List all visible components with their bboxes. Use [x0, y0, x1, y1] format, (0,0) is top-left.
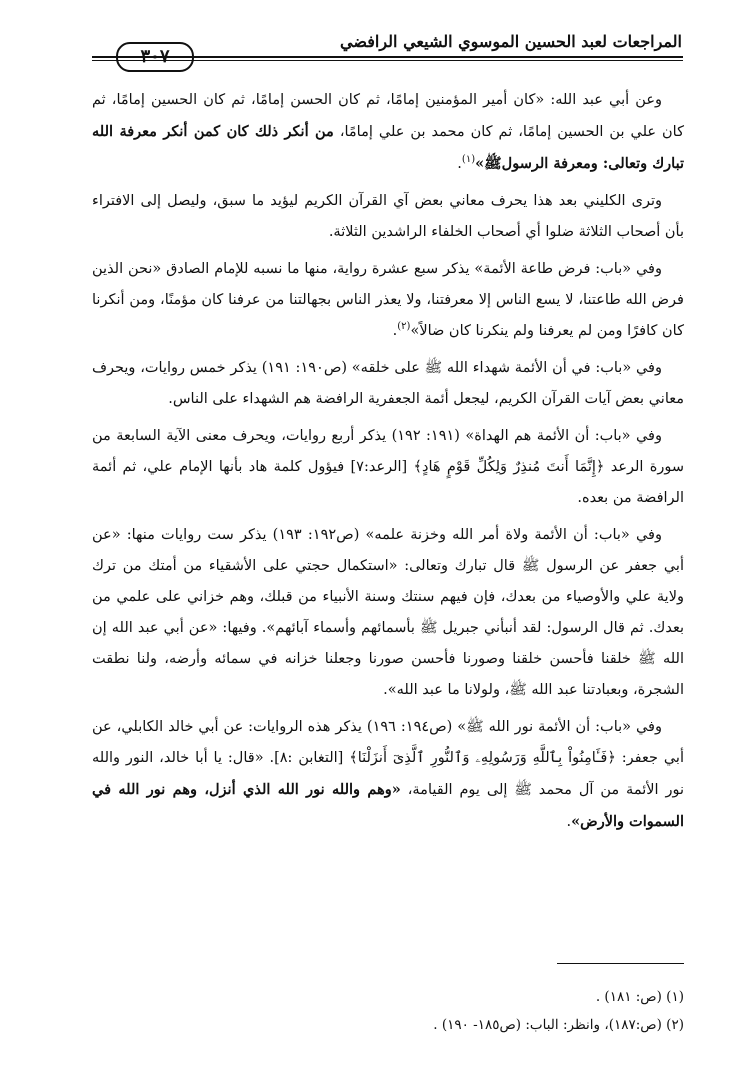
header-rule-thick — [92, 56, 683, 58]
paragraph-1: وعن أبي عبد الله: «كان أمير المؤمنين إمامًا، ثم كان الحسن إمامًا، ثم كان الحسين إمامًا، ثم كان علي بن الحسين إمامًا، ثم كان محمد بن علي إمامًا، من أنكر ذلك كان كمن أنكر معرفة الله تبارك وتعالى: ومعرفة الرسولﷺ»$^{(١)}$. — [92, 92, 684, 172]
paragraph-3: وفي «باب: فرض طاعة الأئمة» يذكر سبع عشرة رواية، منها ما نسبه للإمام الصادق «نحن الذين فرض الله طاعتنا، لا يسع الناس إلا معرفتنا، ولا يعذر الناس بجهالتنا من عرفنا كان مؤمنًا، ومن أنكرنا كان كافرًا ومن لم يعرفنا ولم ينكرنا كان ضالاً»$^{(٢)}$. — [92, 261, 684, 339]
footnote-ref: (١) — [461, 154, 476, 166]
emphasis: «وهم والله نور الله الذي أنزل، وهم نور الله في السموات والأرض» — [92, 781, 684, 830]
page-number-badge: ٣٠٧ — [116, 42, 194, 72]
body-text — [92, 85, 684, 844]
paragraph-7: وفي «باب: أن الأئمة نور الله ﷺ» (ص١٩٤: ١٩٦) يذكر هذه الروايات: عن أبي خالد الكابلي، عن أبي جعفر: ﴿فَـَٔامِنُواْ بِٱللَّهِ وَرَسُولِهِۦ وَٱلنُّورِ ٱلَّذِىٓ أَنزَلْنَا﴾ [التغابن :٨]. «قال: يا أبا خالد، النور والله نور الأئمة من آل محمد ﷺ إلى يوم القيامة، «وهم والله نور الله الذي أنزل، وهم نور الله في السموات والأرض». — [92, 719, 685, 830]
footnotes — [92, 983, 684, 1039]
footnote-ref: (٢) — [397, 321, 411, 333]
paragraph-4: وفي «باب: في أن الأئمة شهداء الله ﷺ على خلقه» (ص١٩٠: ١٩١) يذكر خمس روايات، ويحرف معاني بعض آيات القرآن الكريم، ليجعل أئمة الجعفرية الرافضة هم الشهداء على الناس. — [92, 360, 684, 407]
paragraph-6: وفي «باب: أن الأئمة ولاة أمر الله وخزنة علمه» (ص١٩٢: ١٩٣) يذكر ست روايات منها: «عن أبي جعفر عن الرسول ﷺ قال تبارك وتعالى: «استكمال حجتي على الأشقياء من أمتك من ترك ولاية علي والأوصياء من بعدك، فإن فيهم سنتك وسنة الأنبياء من قبلك، وهم خزاني على علمي من بعدك. ثم قال الرسول: لقد أنبأني جبريل ﷺ بأسمائهم وأسماء آبائهم». وفيها: «عن أبي عبد الله إن الله ﷺ خلقنا فأحسن خلقنا وصورنا فأحسن صورنا وجعلنا خزانه في سمائه وأرضه، ولنا نطقت الشجرة، وبعبادتنا عبد الله ﷺ، ولولانا ما عبد الله». — [92, 527, 684, 698]
paragraph-5: وفي «باب: أن الأئمة هم الهداة» (١٩١: ١٩٢) يذكر أربع روايات، ويحرف معنى الآية السابعة من سورة الرعد ﴿إِنَّمَا أَنتَ مُنذِرٌ وَلِكُلِّ قَوْمٍ هَادٍ﴾ [الرعد:٧] فيؤول كلمة هاد بأنها الإمام علي، ثم أئمة الرافضة من بعده. — [92, 428, 684, 506]
header-rule-thin — [92, 60, 683, 61]
running-title: المراجعات لعبد الحسين الموسوي الشيعي الرافضي — [340, 32, 682, 51]
emphasis: من أنكر ذلك كان كمن أنكر معرفة الله تبارك وتعالى: ومعرفة الرسولﷺ» — [92, 123, 684, 172]
paragraph-2: وترى الكليني بعد هذا يحرف معاني بعض آي القرآن الكريم ليؤيد ما سبق، وليصل إلى الافتراء بأن أصحاب الثلاثة ضلوا أي أصحاب الخلفاء الراشدين الثلاثة. — [92, 193, 684, 240]
footnote-divider — [557, 963, 684, 964]
footnote-2: (٢) (ص:١٨٧)، وانظر: الباب: (ص١٨٥- ١٩٠) . — [433, 1017, 684, 1033]
footnote-1: (١) (ص: ١٨١) . — [595, 989, 684, 1005]
